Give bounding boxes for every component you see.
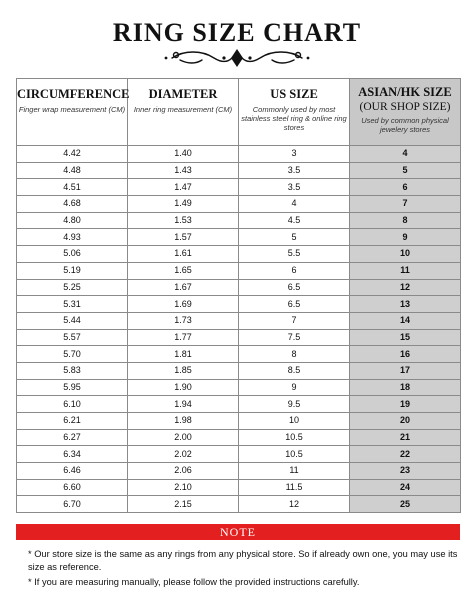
table-cell: 8.5 — [239, 362, 350, 379]
table-cell: 2.10 — [128, 479, 239, 496]
table-cell: 1.43 — [128, 162, 239, 179]
table-row — [17, 229, 461, 246]
column-heading: DIAMETER — [148, 87, 218, 101]
table-cell: 8 — [350, 212, 461, 229]
table-cell: 5.31 — [17, 296, 128, 313]
table-row — [17, 496, 461, 513]
table-cell: 1.53 — [128, 212, 239, 229]
table-cell: 5.5 — [239, 246, 350, 263]
table-row — [17, 179, 461, 196]
notes-list — [28, 548, 460, 591]
table-cell: 5.95 — [17, 379, 128, 396]
table-body — [17, 146, 461, 513]
table-cell: 5.70 — [17, 346, 128, 363]
table-cell: 6.60 — [17, 479, 128, 496]
table-cell: 1.73 — [128, 312, 239, 329]
table-cell: 6.46 — [17, 463, 128, 480]
table-cell: 17 — [350, 362, 461, 379]
note-heading-bar: NOTE — [16, 524, 460, 540]
ornamental-scroll-divider-icon — [162, 46, 312, 70]
table-row — [17, 346, 461, 363]
table-cell: 4.68 — [17, 196, 128, 213]
table-cell: 3.5 — [239, 179, 350, 196]
table-cell: 2.02 — [128, 446, 239, 463]
column-subtext: Commonly used by most stainless steel ring & online ring stores — [241, 105, 347, 132]
column-subtext: Inner ring measurement (CM) — [133, 105, 233, 114]
table-cell: 8 — [239, 346, 350, 363]
ring-size-table — [16, 78, 461, 513]
table-cell: 6.21 — [17, 413, 128, 430]
table-cell: 2.06 — [128, 463, 239, 480]
table-cell: 25 — [350, 496, 461, 513]
table-cell: 1.98 — [128, 413, 239, 430]
table-cell: 10.5 — [239, 429, 350, 446]
table-cell: 4.42 — [17, 146, 128, 163]
table-cell: 5 — [350, 162, 461, 179]
table-cell: 2.00 — [128, 429, 239, 446]
table-cell: 11 — [350, 262, 461, 279]
table-cell: 1.57 — [128, 229, 239, 246]
note-item: * If you are measuring manually, please follow the provided instructions carefully. — [28, 577, 360, 587]
table-cell: 1.65 — [128, 262, 239, 279]
column-heading-secondary: (OUR SHOP SIZE) — [359, 101, 451, 113]
column-header-asian-hk-size — [350, 79, 461, 146]
table-cell: 6.5 — [239, 296, 350, 313]
table-cell: 1.61 — [128, 246, 239, 263]
table-cell: 13 — [350, 296, 461, 313]
table-cell: 12 — [350, 279, 461, 296]
table-cell: 9 — [239, 379, 350, 396]
table-row — [17, 296, 461, 313]
table-cell: 6.34 — [17, 446, 128, 463]
column-heading: ASIAN/HK SIZE — [358, 85, 452, 99]
table-cell: 1.81 — [128, 346, 239, 363]
table-cell: 9 — [350, 229, 461, 246]
table-cell: 22 — [350, 446, 461, 463]
table-row — [17, 479, 461, 496]
table-cell: 6.70 — [17, 496, 128, 513]
column-heading: CIRCUMFERENCE — [17, 87, 130, 101]
column-subtext: Finger wrap measurement (CM) — [18, 105, 126, 114]
table-cell: 4 — [239, 196, 350, 213]
page-title: RING SIZE CHART — [112, 18, 362, 47]
table-cell: 5 — [239, 229, 350, 246]
table-cell: 20 — [350, 413, 461, 430]
table-cell: 6 — [239, 262, 350, 279]
table-cell: 6 — [350, 179, 461, 196]
table-cell: 10 — [350, 246, 461, 263]
table-cell: 5.83 — [17, 362, 128, 379]
table-row — [17, 146, 461, 163]
table-cell: 15 — [350, 329, 461, 346]
table-row — [17, 396, 461, 413]
column-heading: US SIZE — [270, 87, 318, 101]
table-cell: 7 — [350, 196, 461, 213]
note-item: * Our store size is the same as any rings from any physical store. So if already own one, you may use its size as reference. — [28, 549, 458, 572]
table-cell: 5.19 — [17, 262, 128, 279]
table-row — [17, 312, 461, 329]
table-cell: 21 — [350, 429, 461, 446]
table-cell: 1.67 — [128, 279, 239, 296]
table-cell: 18 — [350, 379, 461, 396]
table-row — [17, 162, 461, 179]
table-row — [17, 413, 461, 430]
table-row — [17, 329, 461, 346]
table-cell: 5.25 — [17, 279, 128, 296]
table-cell: 10 — [239, 413, 350, 430]
table-cell: 16 — [350, 346, 461, 363]
table-header-row — [17, 79, 461, 146]
table-row — [17, 246, 461, 263]
table-cell: 4.93 — [17, 229, 128, 246]
table-cell: 1.90 — [128, 379, 239, 396]
table-cell: 23 — [350, 463, 461, 480]
table-row — [17, 463, 461, 480]
table-row — [17, 379, 461, 396]
table-cell: 1.85 — [128, 362, 239, 379]
table-cell: 1.47 — [128, 179, 239, 196]
column-header-circumference — [17, 79, 128, 146]
table-cell: 1.77 — [128, 329, 239, 346]
table-row — [17, 429, 461, 446]
table-cell: 11 — [239, 463, 350, 480]
table-cell: 1.69 — [128, 296, 239, 313]
table-cell: 5.06 — [17, 246, 128, 263]
table-cell: 4 — [350, 146, 461, 163]
table-cell: 1.49 — [128, 196, 239, 213]
table-cell: 19 — [350, 396, 461, 413]
table-cell: 4.5 — [239, 212, 350, 229]
table-cell: 7.5 — [239, 329, 350, 346]
table-cell: 4.51 — [17, 179, 128, 196]
table-cell: 3 — [239, 146, 350, 163]
table-cell: 5.44 — [17, 312, 128, 329]
table-cell: 7 — [239, 312, 350, 329]
column-subtext: Used by common physical jewelery stores — [361, 116, 449, 134]
table-cell: 10.5 — [239, 446, 350, 463]
table-cell: 4.48 — [17, 162, 128, 179]
table-cell: 24 — [350, 479, 461, 496]
table-row — [17, 212, 461, 229]
table-cell: 6.5 — [239, 279, 350, 296]
table-row — [17, 279, 461, 296]
table-cell: 5.57 — [17, 329, 128, 346]
table-cell: 6.10 — [17, 396, 128, 413]
table-cell: 14 — [350, 312, 461, 329]
table-cell: 2.15 — [128, 496, 239, 513]
table-cell: 12 — [239, 496, 350, 513]
table-row — [17, 262, 461, 279]
table-cell: 11.5 — [239, 479, 350, 496]
table-row — [17, 446, 461, 463]
table-cell: 1.94 — [128, 396, 239, 413]
table-row — [17, 362, 461, 379]
table-cell: 6.27 — [17, 429, 128, 446]
table-cell: 4.80 — [17, 212, 128, 229]
column-header-us-size — [239, 79, 350, 146]
table-cell: 3.5 — [239, 162, 350, 179]
table-row — [17, 196, 461, 213]
table-cell: 9.5 — [239, 396, 350, 413]
column-header-diameter — [128, 79, 239, 146]
table-cell: 1.40 — [128, 146, 239, 163]
